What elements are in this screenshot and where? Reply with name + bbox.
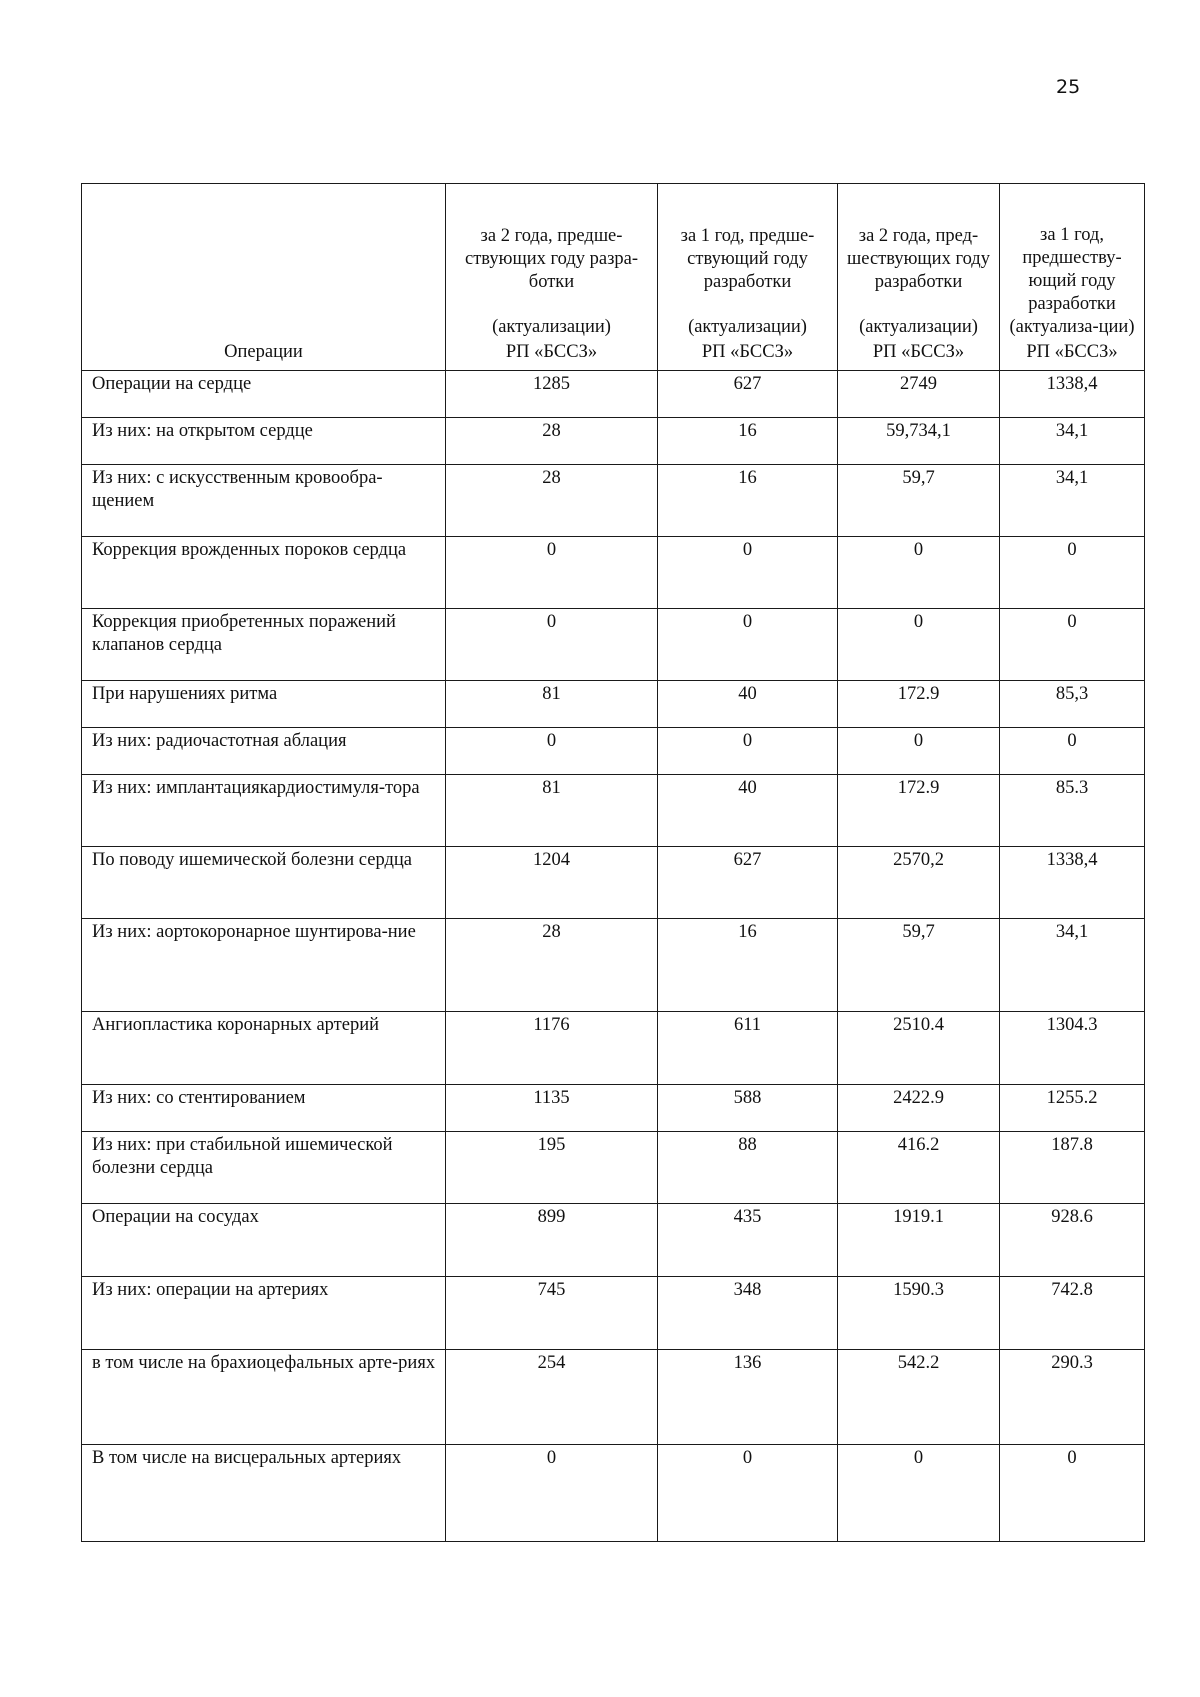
row-label: Из них: на открытом сердце <box>82 418 446 465</box>
row-value-col-3: 1590.3 <box>838 1277 1000 1350</box>
header-col-2-period: за 1 год, предше-ствующий году разработки <box>680 226 815 292</box>
row-value-col-2: 88 <box>658 1132 838 1204</box>
row-label: Из них: радиочастотная аблация <box>82 728 446 775</box>
row-value-col-4: 1338,4 <box>1000 847 1145 919</box>
row-value-col-2: 627 <box>658 847 838 919</box>
header-col-1 <box>446 184 658 371</box>
row-label: Из них: с искусственным кровообра-щением <box>82 465 446 537</box>
header-col-1-note: (актуализации) <box>492 317 611 337</box>
row-value-col-4: 1338,4 <box>1000 371 1145 418</box>
row-label: При нарушениях ритма <box>82 681 446 728</box>
row-value-col-4: 928.6 <box>1000 1204 1145 1277</box>
row-label: Операции на сердце <box>82 371 446 418</box>
table-row <box>82 681 1145 728</box>
row-value-col-3: 59,7 <box>838 919 1000 1012</box>
row-value-col-4: 290.3 <box>1000 1350 1145 1445</box>
row-value-col-4: 0 <box>1000 609 1145 681</box>
table-row <box>82 1132 1145 1204</box>
row-value-col-2: 40 <box>658 681 838 728</box>
header-col-4-period: за 1 год, предшеству-ющий году разработки <box>1022 225 1122 314</box>
row-value-col-1: 28 <box>446 919 658 1012</box>
row-value-col-2: 16 <box>658 465 838 537</box>
page-number: 25 <box>1056 76 1081 98</box>
row-value-col-2: 136 <box>658 1350 838 1445</box>
table-header-row <box>82 184 1145 371</box>
header-col-2 <box>658 184 838 371</box>
row-value-col-4: 34,1 <box>1000 465 1145 537</box>
row-value-col-2: 0 <box>658 1445 838 1542</box>
row-value-col-2: 0 <box>658 728 838 775</box>
row-value-col-1: 254 <box>446 1350 658 1445</box>
row-value-col-2: 611 <box>658 1012 838 1085</box>
header-col-1-rp: РП «БССЗ» <box>505 342 598 362</box>
row-value-col-4: 85,3 <box>1000 681 1145 728</box>
row-value-col-3: 59,7 <box>838 465 1000 537</box>
table-row <box>82 728 1145 775</box>
header-col-2-rp: РП «БССЗ» <box>701 342 794 362</box>
row-label: Операции на сосудах <box>82 1204 446 1277</box>
row-value-col-1: 745 <box>446 1277 658 1350</box>
row-value-col-4: 1304.3 <box>1000 1012 1145 1085</box>
row-value-col-3: 1919.1 <box>838 1204 1000 1277</box>
table-row <box>82 1350 1145 1445</box>
row-value-col-1: 899 <box>446 1204 658 1277</box>
table-row <box>82 1445 1145 1542</box>
row-label: Из них: имплантациякардиостимуля-тора <box>82 775 446 847</box>
row-value-col-1: 1285 <box>446 371 658 418</box>
row-value-col-1: 0 <box>446 728 658 775</box>
row-value-col-2: 348 <box>658 1277 838 1350</box>
row-value-col-1: 195 <box>446 1132 658 1204</box>
row-label: Из них: при стабильной ишемической болезни сердца <box>82 1132 446 1204</box>
header-col-3-period: за 2 года, пред-шествующих году разработки <box>847 226 990 292</box>
table-row <box>82 775 1145 847</box>
table-row <box>82 919 1145 1012</box>
header-col-4-rp: РП «БССЗ» <box>1026 342 1118 362</box>
row-label: Ангиопластика коронарных артерий <box>82 1012 446 1085</box>
row-value-col-2: 0 <box>658 609 838 681</box>
row-label: Коррекция врожденных пороков сердца <box>82 537 446 609</box>
table-row <box>82 371 1145 418</box>
table-row <box>82 1085 1145 1132</box>
row-value-col-1: 0 <box>446 537 658 609</box>
row-value-col-2: 16 <box>658 919 838 1012</box>
row-value-col-3: 416.2 <box>838 1132 1000 1204</box>
row-label: Из них: аортокоронарное шунтирова-ние <box>82 919 446 1012</box>
table-row <box>82 537 1145 609</box>
row-label: Из них: операции на артериях <box>82 1277 446 1350</box>
row-value-col-3: 542.2 <box>838 1350 1000 1445</box>
row-value-col-4: 85.3 <box>1000 775 1145 847</box>
header-col-4-note: (актуализа-ции) <box>1009 317 1135 337</box>
row-value-col-4: 1255.2 <box>1000 1085 1145 1132</box>
table-row <box>82 1012 1145 1085</box>
row-value-col-3: 172.9 <box>838 681 1000 728</box>
row-value-col-4: 0 <box>1000 728 1145 775</box>
row-value-col-1: 81 <box>446 681 658 728</box>
header-col-3-rp: РП «БССЗ» <box>872 342 965 362</box>
row-value-col-3: 2422.9 <box>838 1085 1000 1132</box>
header-col-1-period: за 2 года, предше-ствующих году разра-ботки <box>464 226 638 292</box>
header-col-4 <box>1000 184 1145 371</box>
row-value-col-3: 172.9 <box>838 775 1000 847</box>
row-label: в том числе на брахиоцефальных арте-риях <box>82 1350 446 1445</box>
row-label: По поводу ишемической болезни сердца <box>82 847 446 919</box>
row-value-col-3: 2510.4 <box>838 1012 1000 1085</box>
row-value-col-2: 16 <box>658 418 838 465</box>
row-value-col-1: 0 <box>446 609 658 681</box>
row-value-col-3: 2749 <box>838 371 1000 418</box>
table-row <box>82 1204 1145 1277</box>
table-row <box>82 465 1145 537</box>
table-row <box>82 1277 1145 1350</box>
header-col-3 <box>838 184 1000 371</box>
row-value-col-1: 1204 <box>446 847 658 919</box>
row-value-col-4: 0 <box>1000 1445 1145 1542</box>
row-label: В том числе на висцеральных артериях <box>82 1445 446 1542</box>
row-value-col-1: 28 <box>446 418 658 465</box>
header-col-2-note: (актуализации) <box>688 317 807 337</box>
row-value-col-3: 0 <box>838 609 1000 681</box>
row-value-col-4: 34,1 <box>1000 919 1145 1012</box>
row-value-col-1: 81 <box>446 775 658 847</box>
row-value-col-2: 435 <box>658 1204 838 1277</box>
row-value-col-4: 34,1 <box>1000 418 1145 465</box>
row-value-col-2: 588 <box>658 1085 838 1132</box>
row-value-col-1: 1135 <box>446 1085 658 1132</box>
table-row <box>82 418 1145 465</box>
row-value-col-4: 742.8 <box>1000 1277 1145 1350</box>
row-value-col-4: 187.8 <box>1000 1132 1145 1204</box>
row-value-col-3: 0 <box>838 537 1000 609</box>
row-label: Коррекция приобретенных поражений клапанов сердца <box>82 609 446 681</box>
row-value-col-2: 40 <box>658 775 838 847</box>
row-value-col-1: 28 <box>446 465 658 537</box>
table-row <box>82 609 1145 681</box>
row-value-col-3: 2570,2 <box>838 847 1000 919</box>
row-value-col-4: 0 <box>1000 537 1145 609</box>
row-value-col-2: 627 <box>658 371 838 418</box>
header-operations: Операции <box>82 184 446 371</box>
row-value-col-3: 59,734,1 <box>838 418 1000 465</box>
header-col-3-note: (актуализации) <box>859 317 978 337</box>
row-value-col-3: 0 <box>838 1445 1000 1542</box>
row-label: Из них: со стентированием <box>82 1085 446 1132</box>
table-row <box>82 847 1145 919</box>
row-value-col-2: 0 <box>658 537 838 609</box>
operations-table <box>81 183 1145 1542</box>
row-value-col-3: 0 <box>838 728 1000 775</box>
row-value-col-1: 0 <box>446 1445 658 1542</box>
row-value-col-1: 1176 <box>446 1012 658 1085</box>
